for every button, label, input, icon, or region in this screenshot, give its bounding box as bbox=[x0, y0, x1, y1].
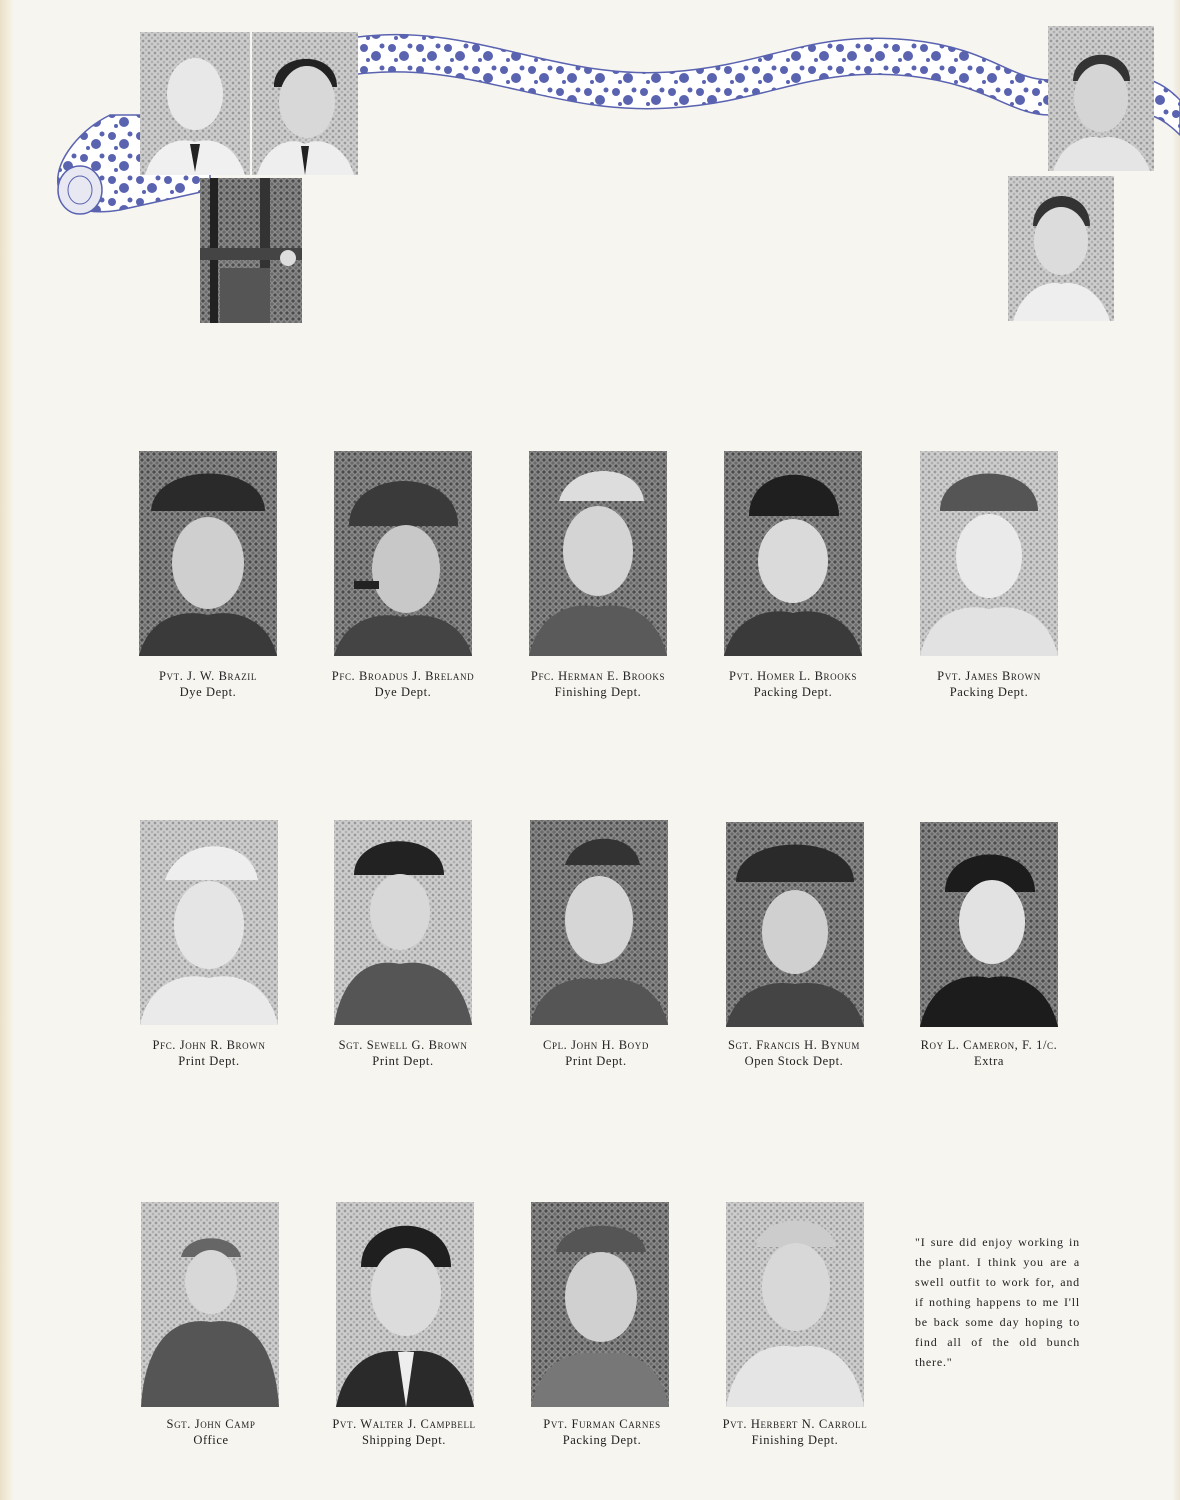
soldier-caption bbox=[106, 1416, 316, 1448]
soldier-name: Sgt. Francis H. Bynum bbox=[728, 1038, 860, 1052]
soldier-dept: Dye Dept. bbox=[374, 685, 432, 699]
soldier-name: Roy L. Cameron, F. 1/c. bbox=[920, 1038, 1058, 1052]
soldier-dept: Finishing Dept. bbox=[751, 1433, 839, 1447]
header-portrait-photo bbox=[1048, 26, 1154, 171]
soldier-caption bbox=[884, 1037, 1094, 1069]
portrait-photo bbox=[530, 820, 668, 1025]
portrait-photo bbox=[140, 820, 278, 1025]
soldier-name: Sgt. John Camp bbox=[166, 1417, 256, 1431]
portrait-photo bbox=[529, 451, 667, 656]
portrait-photo bbox=[334, 451, 472, 656]
portrait-photo bbox=[726, 822, 864, 1027]
portrait-photo bbox=[336, 1202, 474, 1407]
soldier-caption bbox=[491, 1037, 701, 1069]
portrait-photo bbox=[139, 451, 277, 656]
soldier-caption bbox=[298, 668, 508, 700]
soldier-caption bbox=[298, 1037, 508, 1069]
soldier-name: Pvt. J. W. Brazil bbox=[158, 669, 258, 683]
soldier-dept: Extra bbox=[973, 1054, 1005, 1068]
header-portrait-photo bbox=[1008, 176, 1114, 321]
header-factory-photo bbox=[200, 178, 302, 323]
soldier-name: Sgt. Sewell G. Brown bbox=[338, 1038, 468, 1052]
soldier-dept: Print Dept. bbox=[178, 1054, 240, 1068]
soldier-name: Pfc. John R. Brown bbox=[152, 1038, 266, 1052]
soldier-caption bbox=[690, 1416, 900, 1448]
soldier-dept: Office bbox=[193, 1433, 229, 1447]
portrait-photo bbox=[726, 1202, 864, 1407]
soldier-dept: Packing Dept. bbox=[949, 685, 1029, 699]
soldier-caption bbox=[688, 668, 898, 700]
soldier-name: Cpl. John H. Boyd bbox=[543, 1038, 649, 1052]
soldier-caption bbox=[884, 668, 1094, 700]
portrait-photo bbox=[531, 1202, 669, 1407]
header-portrait-photo bbox=[252, 32, 358, 175]
soldier-dept: Shipping Dept. bbox=[361, 1433, 447, 1447]
soldier-name: Pfc. Herman E. Brooks bbox=[530, 669, 666, 683]
soldier-dept: Packing Dept. bbox=[753, 685, 833, 699]
soldier-caption bbox=[299, 1416, 509, 1448]
portrait-photo bbox=[920, 822, 1058, 1027]
soldier-name: Pvt. Homer L. Brooks bbox=[728, 669, 858, 683]
quote-text: "I sure did enjoy working in the plant. I think you are a swell outfit to work for, and if nothing happens to me I'll be back some day hoping to find all of the old bunch there." bbox=[915, 1235, 1080, 1369]
soldier-caption bbox=[497, 1416, 707, 1448]
soldier-name: Pvt. James Brown bbox=[937, 669, 1041, 683]
soldier-name: Pfc. Broadus J. Breland bbox=[331, 669, 475, 683]
soldier-dept: Print Dept. bbox=[565, 1054, 627, 1068]
soldier-caption bbox=[493, 668, 703, 700]
soldier-name: Pvt. Herbert N. Carroll bbox=[722, 1417, 868, 1431]
soldier-dept: Dye Dept. bbox=[179, 685, 237, 699]
soldier-caption bbox=[689, 1037, 899, 1069]
portrait-photo bbox=[724, 451, 862, 656]
soldier-dept: Packing Dept. bbox=[562, 1433, 642, 1447]
portrait-photo bbox=[141, 1202, 279, 1407]
soldier-dept: Print Dept. bbox=[372, 1054, 434, 1068]
soldier-name: Pvt. Walter J. Campbell bbox=[332, 1417, 476, 1431]
soldier-caption bbox=[103, 668, 313, 700]
portrait-photo bbox=[920, 451, 1058, 656]
page-binding-edge bbox=[0, 0, 14, 1500]
portrait-photo bbox=[334, 820, 472, 1025]
soldier-name: Pvt. Furman Carnes bbox=[543, 1417, 661, 1431]
soldier-dept: Open Stock Dept. bbox=[744, 1054, 844, 1068]
header-portrait-photo bbox=[140, 32, 250, 175]
soldier-dept: Finishing Dept. bbox=[554, 685, 642, 699]
soldier-caption bbox=[104, 1037, 314, 1069]
